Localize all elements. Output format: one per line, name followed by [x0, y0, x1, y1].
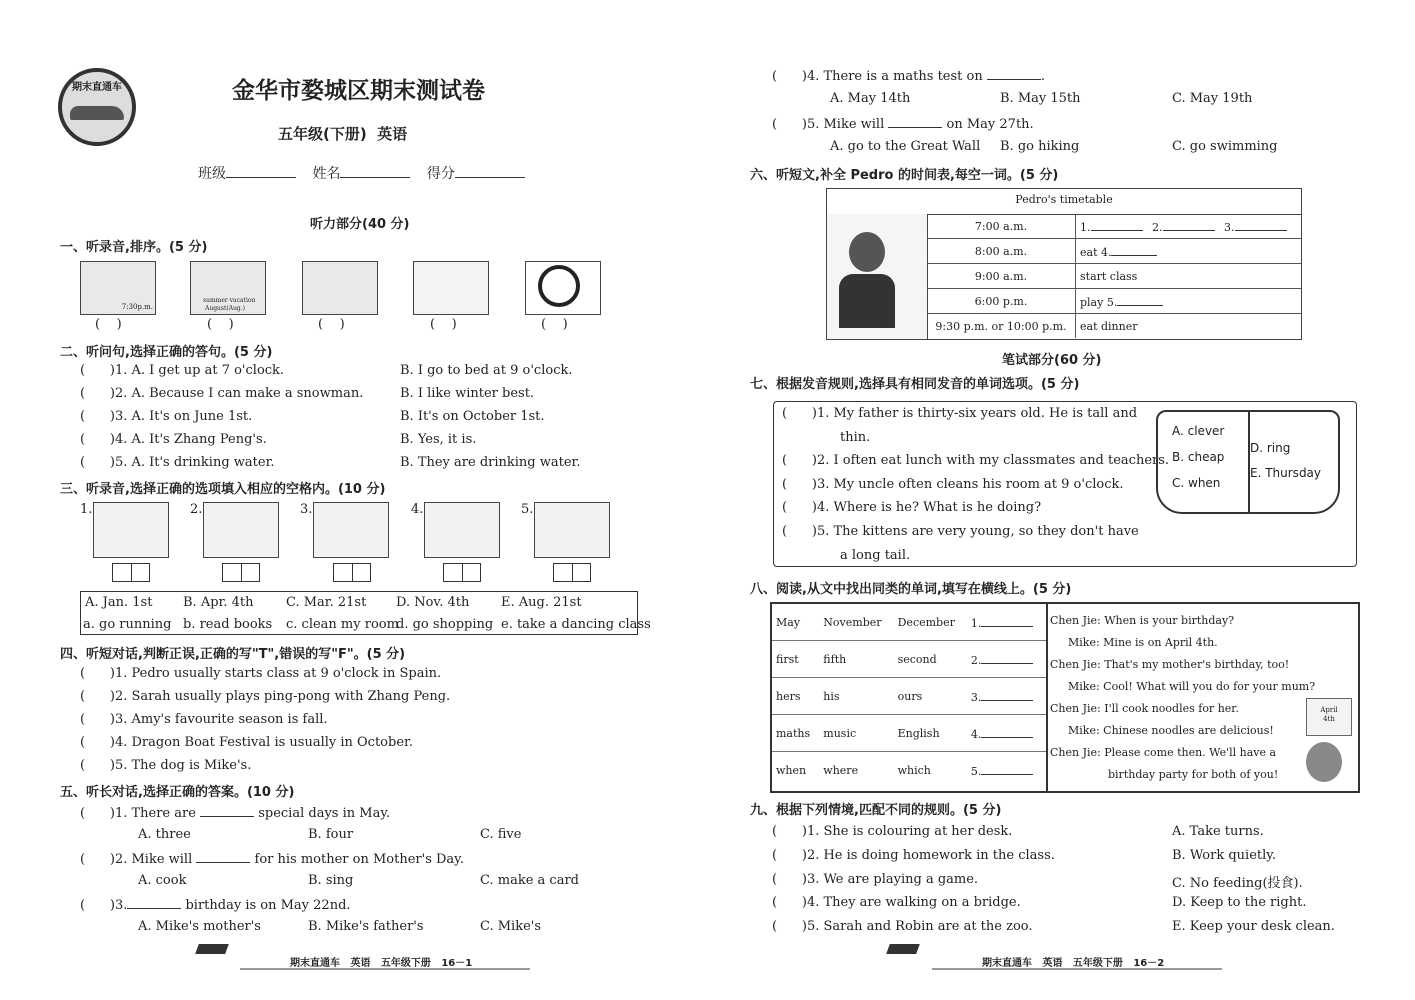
s2-q1[interactable]: ( )1. A. I get up at 7 o'clock. [80, 363, 285, 378]
activity-text: eat 4. [1080, 246, 1112, 259]
s5-q4-b: B. May 15th [1000, 91, 1081, 106]
logo-text: 期末直通车 [72, 82, 122, 93]
s8-title: 八、阅读,从文中找出同类的单词,填写在横线上。(5 分) [750, 582, 1072, 597]
s5-q5-b: B. go hiking [1000, 139, 1080, 154]
no-sign-icon [538, 265, 580, 307]
s3-answer-box-2[interactable] [222, 563, 260, 582]
s9-q2[interactable]: ( )2. He is doing homework in the class. [772, 848, 1055, 863]
s8-answer-cell [967, 641, 1046, 678]
s8-row [772, 715, 1046, 752]
s8-cell: hers [772, 678, 819, 715]
s2-q2-b: B. I like winter best. [400, 386, 535, 401]
pedro-head [849, 232, 885, 272]
s8-cell: his [819, 678, 893, 715]
s5-q1-b: B. four [308, 827, 354, 842]
s7-box [773, 401, 1357, 567]
dialog-line-2: Mike: Mine is on April 4th. [1068, 636, 1218, 649]
s4-q3[interactable]: ( )3. Amy's favourite season is fall. [80, 712, 328, 727]
s5-q5[interactable] [772, 115, 1034, 132]
graduation-cap-icon [195, 944, 229, 954]
s5-q2-a: A. cook [138, 873, 187, 888]
s3-num-2: 2. [190, 502, 203, 517]
s5-q2-blank[interactable] [196, 850, 250, 863]
s1-picture-3 [302, 261, 378, 315]
dialog-line-7: Chen Jie: Please come then. We'll have a [1050, 746, 1277, 759]
s1-picture-4 [413, 261, 489, 315]
s3-avatar-4 [424, 502, 500, 558]
s3-num-4: 4. [411, 502, 424, 517]
s8-cell: maths [772, 715, 819, 752]
s2-q2[interactable]: ( )2. A. Because I can make a snowman. [80, 386, 364, 401]
s5-q2-post: for his mother on Mother's Day. [254, 852, 464, 867]
footer-right: 期末直通车 英语 五年级下册 16－2 [982, 958, 1165, 969]
s8-num: 3. [970, 691, 982, 704]
s5-q3-pre: ( )3. [80, 898, 128, 913]
s7-opt-B: B. cheap [1172, 450, 1225, 464]
s5-q2-pre: ( )2. Mike will [80, 852, 193, 867]
s7-q1-cont: thin. [840, 430, 871, 445]
s9-q1[interactable]: ( )1. She is colouring at her desk. [772, 824, 1013, 839]
s5-q1-pre: ( )1. There are [80, 806, 196, 821]
s7-q2[interactable]: ( )2. I often eat lunch with my classmates and teachers. [782, 453, 1170, 468]
timetable-row [927, 239, 1301, 264]
s7-q5-cont: a long tail. [840, 548, 911, 563]
open-book-icon [1156, 410, 1342, 514]
s2-q3-b: B. It's on October 1st. [400, 409, 545, 424]
pedro-body [839, 274, 895, 328]
s8-blank-4[interactable] [981, 725, 1033, 738]
blank-2-label: 2. [1152, 221, 1163, 234]
blank-3[interactable] [1235, 218, 1287, 231]
s3-opt-E: E. Aug. 21st [501, 595, 582, 610]
s9-a5: E. Keep your desk clean. [1172, 919, 1335, 934]
s3-answer-box-1[interactable] [112, 563, 150, 582]
calendar-icon [1306, 698, 1352, 736]
s8-cell: December [894, 604, 967, 641]
s5-q5-a: A. go to the Great Wall [830, 139, 981, 154]
s5-q4-c: C. May 19th [1172, 91, 1253, 106]
s5-q2[interactable] [80, 850, 464, 867]
s8-divider [1046, 604, 1048, 791]
s1-answer-2[interactable]: ( ) [207, 317, 234, 332]
s7-opt-C: C. when [1172, 476, 1221, 490]
s2-title: 二、听问句,选择正确的答句。(5 分) [60, 345, 273, 360]
activity-cell: start class [1076, 264, 1302, 289]
s5-q3-b: B. Mike's father's [308, 919, 424, 934]
s8-blank-3[interactable] [981, 688, 1033, 701]
s3-opt-c: c. clean my room [286, 617, 399, 632]
s8-blank-2[interactable] [981, 651, 1033, 664]
s8-num: 1. [970, 617, 982, 630]
s1-pic1-caption: 7:30p.m. [121, 303, 153, 311]
s8-answer-cell [967, 604, 1046, 641]
s3-opt-d: d. go shopping [396, 617, 494, 632]
s1-title: 一、听录音,排序。(5 分) [60, 240, 208, 255]
dialog-line-6: Mike: Chinese noodles are delicious! [1068, 724, 1274, 737]
s5-q2-b: B. sing [308, 873, 354, 888]
s5-q3-a: A. Mike's mother's [138, 919, 261, 934]
s5-q1-blank[interactable] [200, 804, 254, 817]
pedro-picture [827, 214, 928, 339]
s8-row [772, 678, 1046, 715]
timetable-row [927, 289, 1301, 314]
s3-opt-C: C. Mar. 21st [286, 595, 367, 610]
s5-q3-c: C. Mike's [480, 919, 542, 934]
s5-q1[interactable] [80, 804, 390, 821]
dialog-line-1: Chen Jie: When is your birthday? [1050, 614, 1235, 627]
s2-q3[interactable]: ( )3. A. It's on June 1st. [80, 409, 253, 424]
calendar-text: April 4th [1320, 706, 1338, 723]
s5-q2-c: C. make a card [480, 873, 579, 888]
blank-4[interactable] [1111, 243, 1157, 256]
s3-avatar-5 [534, 502, 610, 558]
s7-opt-E: E. Thursday [1250, 466, 1322, 480]
timetable-row [927, 264, 1301, 289]
s9-a4: D. Keep to the right. [1172, 895, 1307, 910]
blank-5[interactable] [1117, 293, 1163, 306]
s4-q1[interactable]: ( )1. Pedro usually starts class at 9 o'clock in Spain. [80, 666, 442, 681]
blank-1-label: 1. [1080, 221, 1091, 234]
s2-q4-b: B. Yes, it is. [400, 432, 477, 447]
s3-num-3: 3. [300, 502, 313, 517]
s9-q5[interactable]: ( )5. Sarah and Robin are at the zoo. [772, 919, 1033, 934]
s3-num-1: 1. [80, 502, 93, 517]
s8-answer-cell [967, 715, 1046, 752]
s7-opt-A: A. clever [1172, 424, 1225, 438]
s9-title: 九、根据下列情境,匹配不同的规则。(5 分) [750, 803, 1002, 818]
s4-q4[interactable]: ( )4. Dragon Boat Festival is usually in October. [80, 735, 413, 750]
timetable-row [927, 214, 1301, 239]
s6-title: 六、听短文,补全 Pedro 的时间表,每空一词。(5 分) [750, 168, 1059, 183]
s9-q4[interactable]: ( )4. They are walking on a bridge. [772, 895, 1021, 910]
s3-avatar-1 [93, 502, 169, 558]
s1-answer-5[interactable]: ( ) [541, 317, 568, 332]
s3-avatar-2 [203, 502, 279, 558]
graduation-cap-icon [886, 944, 920, 954]
s8-row [772, 752, 1046, 789]
s2-q5-b: B. They are drinking water. [400, 455, 581, 470]
s1-pic2-caption2: August(Aug.) [205, 305, 246, 312]
activity-text: play 5. [1080, 296, 1118, 309]
name-input[interactable] [340, 165, 410, 178]
s4-title: 四、听短对话,判断正误,正确的写"T",错误的写"F"。(5 分) [60, 647, 406, 662]
s3-opt-D: D. Nov. 4th [396, 595, 470, 610]
blank-2[interactable] [1163, 218, 1215, 231]
activity-cell [1076, 289, 1302, 314]
s5-q3-post: birthday is on May 22nd. [185, 898, 351, 913]
s7-opt-D: D. ring [1250, 441, 1291, 455]
s5-title: 五、听长对话,选择正确的答案。(10 分) [60, 785, 295, 800]
s8-row [772, 641, 1046, 678]
s3-num-5: 5. [521, 502, 534, 517]
s2-q1-b: B. I go to bed at 9 o'clock. [400, 363, 573, 378]
s5-q5-c: C. go swimming [1172, 139, 1278, 154]
s5-q1-post: special days in May. [258, 806, 391, 821]
score-input[interactable] [455, 165, 525, 178]
s8-row [772, 604, 1046, 641]
s5-q4[interactable] [772, 67, 1045, 84]
s3-opt-B: B. Apr. 4th [183, 595, 254, 610]
s8-cell: when [776, 763, 807, 777]
listening-header: 听力部分(40 分) [310, 217, 410, 232]
s8-box [770, 602, 1360, 793]
timetable-title: Pedro's timetable [1015, 193, 1113, 206]
time-cell: 7:00 a.m. [927, 214, 1076, 239]
s8-cell: November [819, 604, 893, 641]
s8-cell: music [819, 715, 893, 752]
s5-q1-a: A. three [138, 827, 191, 842]
s3-opt-e: e. take a dancing class [501, 617, 651, 632]
s4-q5[interactable]: ( )5. The dog is Mike's. [80, 758, 252, 773]
s8-answer-cell [967, 752, 1046, 789]
s8-word-table [772, 604, 1046, 788]
s5-q4-post: . [1040, 69, 1045, 84]
s3-answer-box-5[interactable] [553, 563, 591, 582]
s5-q4-a: A. May 14th [830, 91, 911, 106]
activity-cell [1076, 214, 1302, 239]
s8-cell: fifth [819, 641, 893, 678]
s7-title: 七、根据发音规则,选择具有相同发音的单词选项。(5 分) [750, 377, 1080, 392]
s5-q1-c: C. five [480, 827, 522, 842]
blank-3-label: 3. [1224, 221, 1235, 234]
s3-answer-box-4[interactable] [443, 563, 481, 582]
dialog-line-3: Chen Jie: That's my mother's birthday, too! [1050, 658, 1290, 671]
s4-q2[interactable]: ( )2. Sarah usually plays ping-pong with Zhang Peng. [80, 689, 451, 704]
s8-cell: ours [894, 678, 967, 715]
time-cell: 9:30 p.m. or 10:00 p.m. [927, 314, 1076, 339]
name-label: 姓名 [312, 166, 341, 182]
s1-answer-1[interactable]: ( ) [95, 317, 122, 332]
s8-cell: first [772, 641, 819, 678]
page-title: 金华市婺城区期末测试卷 [232, 77, 485, 104]
s2-q4[interactable]: ( )4. A. It's Zhang Peng's. [80, 432, 267, 447]
s7-q3[interactable]: ( )3. My uncle often cleans his room at 9 o'clock. [782, 477, 1124, 492]
s3-title: 三、听录音,选择正确的选项填入相应的空格内。(10 分) [60, 482, 386, 497]
s3-options-box [80, 591, 651, 635]
logo [58, 68, 136, 146]
time-cell: 8:00 a.m. [927, 239, 1076, 264]
s5-q3-blank[interactable] [127, 896, 181, 909]
s5-q4-pre: ( )4. There is a maths test on [772, 69, 983, 84]
s8-cell: which [897, 763, 931, 777]
class-input[interactable] [226, 165, 296, 178]
s9-a1: A. Take turns. [1172, 824, 1264, 839]
s1-picture-2 [190, 261, 266, 315]
s8-blank-5[interactable] [981, 762, 1033, 775]
s5-q5-post: on May 27th. [946, 117, 1034, 132]
s8-answer-cell [967, 678, 1046, 715]
s3-opt-a: a. go running [83, 617, 172, 632]
train-icon [70, 106, 124, 120]
s3-avatar-3 [313, 502, 389, 558]
book-right-page [1248, 410, 1340, 514]
s8-cell: May [772, 604, 819, 641]
pedro-timetable [826, 188, 1302, 340]
timetable-grid [927, 214, 1301, 338]
s9-q3[interactable]: ( )3. We are playing a game. [772, 872, 979, 887]
s1-picture-5 [525, 261, 601, 315]
s3-opt-b: b. read books [183, 617, 273, 632]
s3-answer-box-3[interactable] [333, 563, 371, 582]
s8-num: 2. [970, 654, 982, 667]
score-label: 得分 [426, 166, 455, 182]
s5-q5-pre: ( )5. Mike will [772, 117, 885, 132]
time-cell: 6:00 p.m. [927, 289, 1076, 314]
s1-answer-3[interactable]: ( ) [318, 317, 345, 332]
timetable-row [927, 314, 1301, 339]
activity-cell [1076, 239, 1302, 264]
s1-answer-4[interactable]: ( ) [430, 317, 457, 332]
class-label: 班级 [198, 166, 226, 182]
s8-cell: English [894, 715, 967, 752]
s5-q4-blank[interactable] [987, 67, 1041, 80]
student-fields [198, 163, 525, 183]
s7-q1[interactable]: ( )1. My father is thirty-six years old. He is tall and [782, 406, 1138, 421]
s3-opt-A: A. Jan. 1st [85, 595, 153, 610]
page-subtitle: 五年级(下册) 英语 [278, 125, 408, 143]
s8-num: 4. [970, 728, 982, 741]
blank-1[interactable] [1091, 218, 1143, 231]
s8-blank-1[interactable] [981, 614, 1033, 627]
s7-q4[interactable]: ( )4. Where is he? What is he doing? [782, 500, 1042, 515]
dialog-line-8: birthday party for both of you! [1108, 768, 1279, 781]
s9-a3: C. No feeding(投食). [1172, 876, 1303, 891]
activity-cell: eat dinner [1076, 314, 1302, 339]
dialog-line-5: Chen Jie: I'll cook noodles for her. [1050, 702, 1239, 715]
s8-cell: second [894, 641, 967, 678]
s2-q5[interactable]: ( )5. A. It's drinking water. [80, 455, 275, 470]
time-cell: 9:00 a.m. [927, 264, 1076, 289]
s7-q5[interactable]: ( )5. The kittens are very young, so they don't have [782, 524, 1139, 539]
s8-cell: where [823, 763, 859, 777]
s1-pic2-caption: summer vacation [203, 297, 256, 304]
s1-picture-1 [80, 261, 156, 315]
s8-num: 5. [970, 765, 982, 778]
s5-q5-blank[interactable] [888, 115, 942, 128]
written-header: 笔试部分(60 分) [1002, 353, 1102, 368]
mike-avatar [1306, 742, 1342, 782]
dialog-line-4: Mike: Cool! What will you do for your mum? [1068, 680, 1316, 693]
footer-left: 期末直通车 英语 五年级下册 16－1 [290, 958, 473, 969]
s9-a2: B. Work quietly. [1172, 848, 1277, 863]
s5-q3[interactable] [80, 896, 351, 913]
